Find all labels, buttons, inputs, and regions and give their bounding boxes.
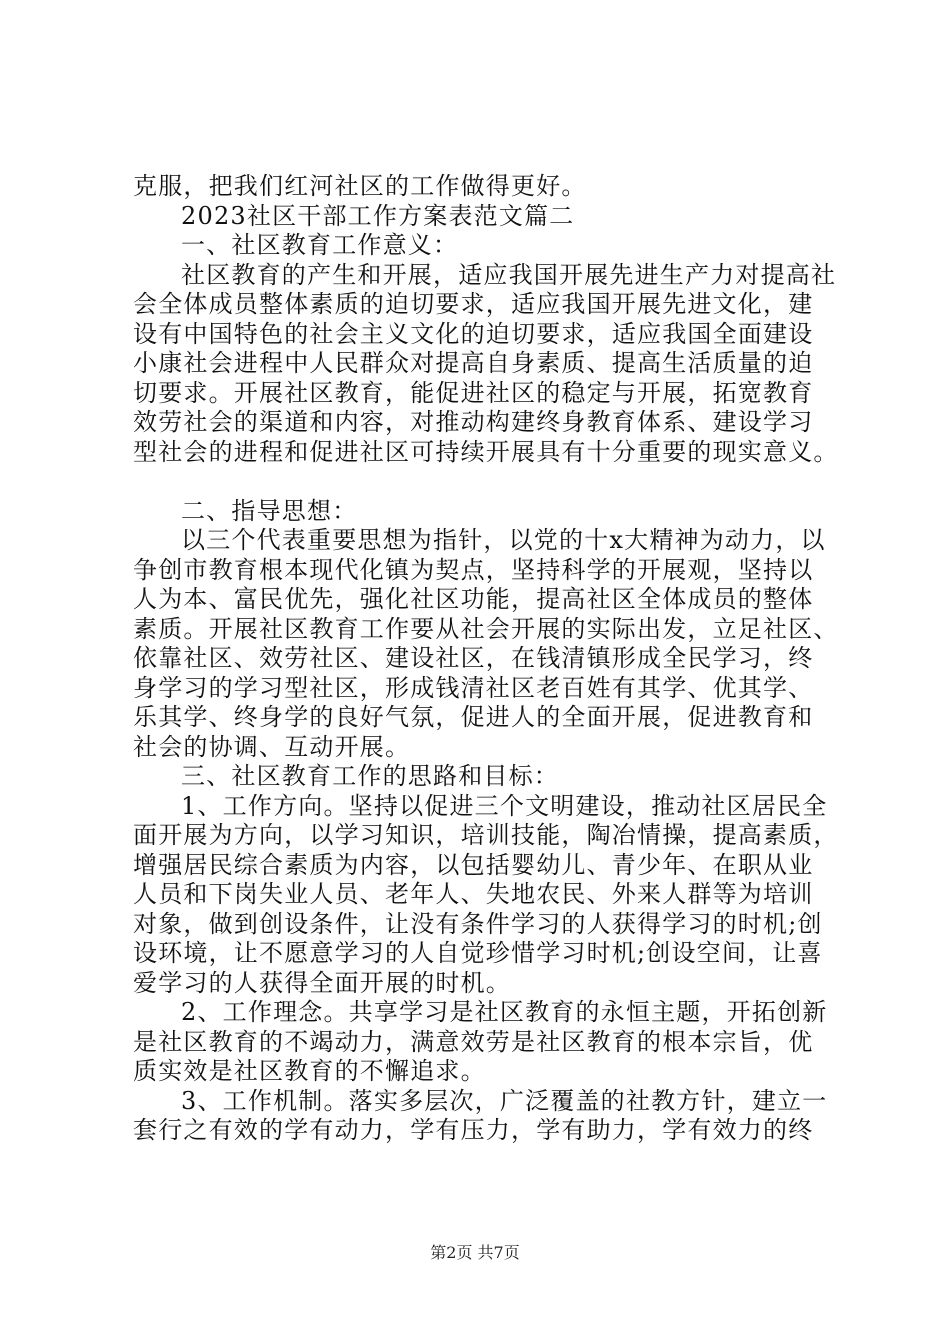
document-body xyxy=(133,172,839,1146)
text-line: 身学习的学习型社区，形成钱清社区老百姓有其学、优其学、 xyxy=(133,673,814,702)
text-line: 素质。开展社区教育工作要从社会开展的实际出发，立足社区、 xyxy=(133,614,839,643)
text-line: 会全体成员整体素质的迫切要求，适应我国开展先进文化，建 xyxy=(133,290,814,318)
text-line: 是社区教育的不竭动力，满意效劳是社区教育的根本宗旨，优 xyxy=(133,1027,814,1056)
text-line: 克服，把我们红河社区的工作做得更好。 xyxy=(133,172,587,200)
text-line: 切要求。开展社区教育，能促进社区的稳定与开展，拓宽教育 xyxy=(133,378,814,407)
paragraph-gap xyxy=(133,467,833,497)
text-line: 3、工作机制。落实多层次，广泛覆盖的社教方针，建立一 xyxy=(181,1086,828,1115)
text-line: 效劳社会的渠道和内容，对推动构建终身教育体系、建设学习 xyxy=(133,408,814,436)
text-line: 型社会的进程和促进社区可持续开展具有十分重要的现实意义。 xyxy=(133,437,839,466)
text-line: 以三个代表重要思想为指针，以党的十x大精神为动力，以 xyxy=(181,526,826,554)
text-line: 小康社会进程中人民群众对提高自身素质、提高生活质量的迫 xyxy=(133,349,814,377)
text-line: 社区教育的产生和开展，适应我国开展先进生产力对提高社 xyxy=(181,260,837,289)
section-heading: 二、指导思想： xyxy=(181,496,358,525)
section-heading: 三、社区教育工作的思路和目标： xyxy=(181,762,559,790)
text-line: 设有中国特色的社会主义文化的迫切要求，适应我国全面建设 xyxy=(133,319,814,348)
text-line: 质实效是社区教育的不懈追求。 xyxy=(133,1057,486,1085)
text-line: 争创市教育根本现代化镇为契点，坚持科学的开展观，坚持以 xyxy=(133,555,814,584)
text-line: 套行之有效的学有动力，学有压力，学有助力，学有效力的终 xyxy=(133,1116,814,1144)
text-line: 1、工作方向。坚持以促进三个文明建设，推动社区居民全 xyxy=(181,791,828,820)
text-line: 对象，做到创设条件，让没有条件学习的人获得学习的时机;创 xyxy=(133,909,823,938)
section-heading: 2023社区干部工作方案表范文篇二 xyxy=(181,201,575,230)
text-line: 乐其学、终身学的良好气氛，促进人的全面开展，促进教育和 xyxy=(133,703,814,731)
section-heading: 一、社区教育工作意义： xyxy=(181,231,459,259)
text-line: 社会的协调、互动开展。 xyxy=(133,732,411,761)
text-line: 人为本、富民优先，强化社区功能，提高社区全体成员的整体 xyxy=(133,585,814,613)
text-line: 面开展为方向，以学习知识，培训技能，陶冶情操，提高素质， xyxy=(133,821,839,849)
text-line: 增强居民综合素质为内容，以包括婴幼儿、青少年、在职从业 xyxy=(133,850,814,879)
text-line: 2、工作理念。共享学习是社区教育的永恒主题，开拓创新 xyxy=(181,998,828,1026)
text-line: 人员和下岗失业人员、老年人、失地农民、外来人群等为培训 xyxy=(133,880,814,908)
text-line: 爱学习的人获得全面开展的时机。 xyxy=(133,968,511,997)
text-line: 依靠社区、效劳社区、建设社区，在钱清镇形成全民学习，终 xyxy=(133,644,814,672)
page-number-footer: 第2页 共7页 xyxy=(430,1243,520,1262)
text-line: 设环境，让不愿意学习的人自觉珍惜学习时机;创设空间，让喜 xyxy=(133,939,823,967)
